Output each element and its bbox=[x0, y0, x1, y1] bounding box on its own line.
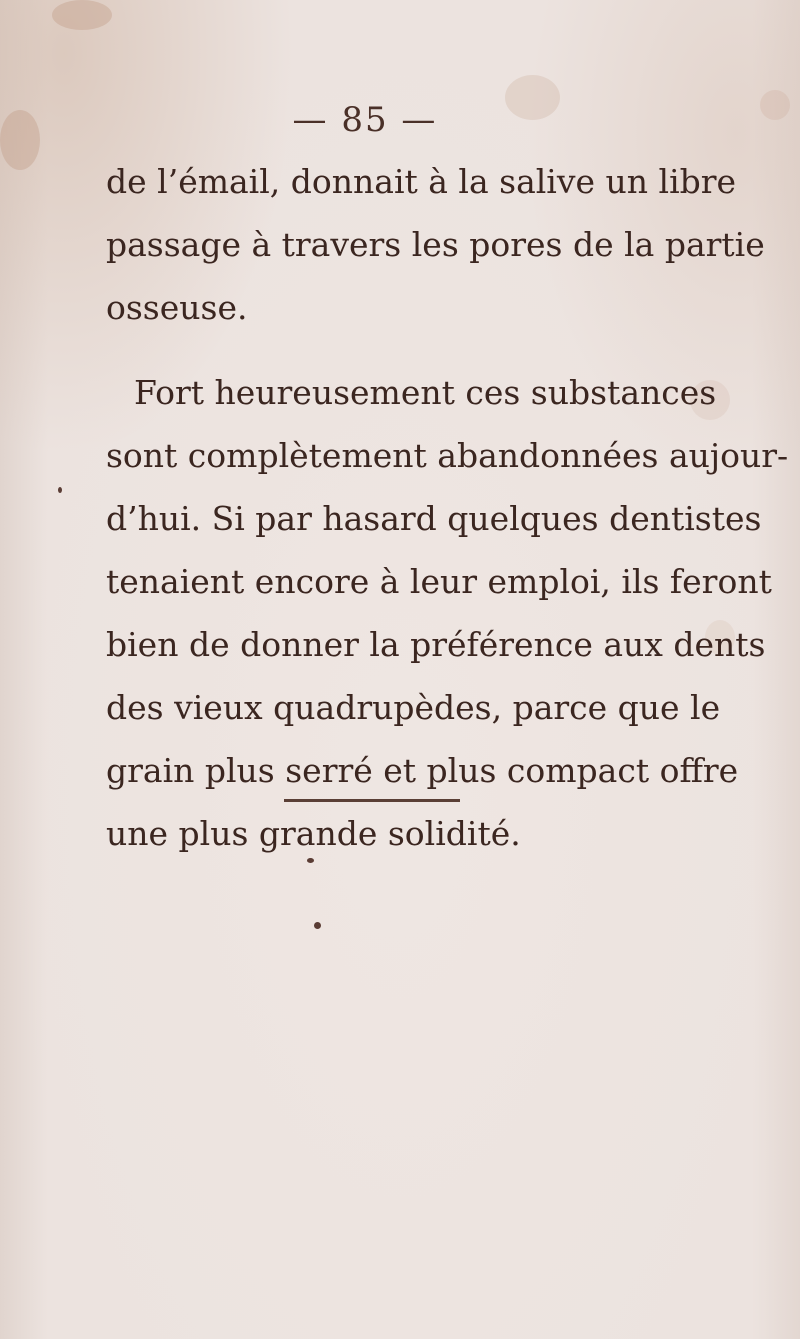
text-line: tenaient encore à leur emploi, ils feront bbox=[106, 562, 772, 601]
paper-stain bbox=[760, 90, 790, 120]
text-line: grain plus serré et plus compact offre bbox=[106, 751, 739, 790]
ink-speck bbox=[58, 487, 62, 493]
paragraph bbox=[106, 361, 789, 865]
paper-stain bbox=[52, 0, 112, 30]
page-number: — 85 — bbox=[292, 100, 438, 140]
body-text bbox=[106, 150, 789, 865]
text-line: des vieux quadrupèdes, parce que le bbox=[106, 688, 721, 727]
text-line: Fort heureusement ces substances bbox=[134, 373, 717, 412]
text-line: sont complètement abandonnées aujour- bbox=[106, 436, 789, 475]
text-line: d’hui. Si par hasard quelques dentistes bbox=[106, 499, 762, 538]
text-line: une plus grande solidité. bbox=[106, 814, 521, 853]
ink-speck bbox=[307, 858, 314, 863]
text-line: passage à travers les pores de la partie bbox=[106, 225, 765, 264]
text-line: osseuse. bbox=[106, 288, 248, 327]
paragraph bbox=[106, 150, 765, 339]
end-rule-divider bbox=[284, 799, 460, 802]
ink-speck bbox=[314, 922, 321, 929]
text-line: bien de donner la préférence aux dents bbox=[106, 625, 766, 664]
text-line: de l’émail, donnait à la salive un libre bbox=[106, 162, 737, 201]
